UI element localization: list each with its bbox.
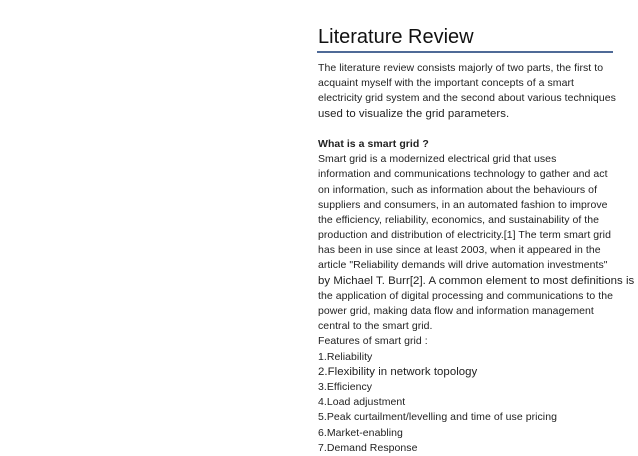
intro-line: acquaint myself with the important concepts of a smart xyxy=(318,77,574,90)
section-line: the application of digital processing and communications to the xyxy=(318,289,613,302)
features-list xyxy=(318,334,628,456)
smart-grid-section xyxy=(318,137,635,334)
intro-paragraph xyxy=(318,61,628,122)
section-line: article "Reliability demands will drive automation investments" xyxy=(318,259,608,272)
feature-item: 4.Load adjustment xyxy=(318,396,406,409)
feature-item: 1.Reliability xyxy=(318,350,373,363)
section-heading: What is a smart grid ? xyxy=(318,137,429,150)
feature-item: 6.Market-enabling xyxy=(318,426,403,439)
section-line: on information, such as information about the behaviours of xyxy=(318,183,598,196)
intro-line: electricity grid system and the second about various techniques xyxy=(318,92,616,105)
paragraph-spacer xyxy=(318,122,628,137)
intro-line: used to visualize the grid parameters. xyxy=(318,107,510,120)
section-line: information and communications technology to gather and act xyxy=(318,168,608,181)
feature-item: 7.Demand Response xyxy=(318,441,418,454)
section-line: the efficiency, reliability, economics, and sustainability of the xyxy=(318,213,600,226)
section-line: production and distribution of electricity.[1] The term smart grid xyxy=(318,229,611,242)
section-line: power grid, making data flow and information management xyxy=(318,305,594,317)
section-line: by Michael T. Burr[2]. A common element to most definitions is xyxy=(318,274,635,287)
section-line: suppliers and consumers, in an automated fashion to improve xyxy=(318,198,608,211)
section-line: Smart grid is a modernized electrical grid that uses xyxy=(318,153,557,166)
slide-body xyxy=(318,61,635,456)
section-line: central to the smart grid. xyxy=(318,320,433,333)
slide-title: Literature Review xyxy=(318,26,474,48)
intro-line: The literature review consists majorly of two parts, the first to xyxy=(318,62,604,74)
section-line: has been in use since at least 2003, when it appeared in the xyxy=(318,244,601,257)
feature-item: 5.Peak curtailment/levelling and time of use pricing xyxy=(318,411,557,424)
features-label: Features of smart grid : xyxy=(318,335,428,348)
feature-item: 2.Flexibility in network topology xyxy=(318,365,478,378)
title-underline xyxy=(317,51,613,53)
feature-item: 3.Efficiency xyxy=(318,380,373,393)
